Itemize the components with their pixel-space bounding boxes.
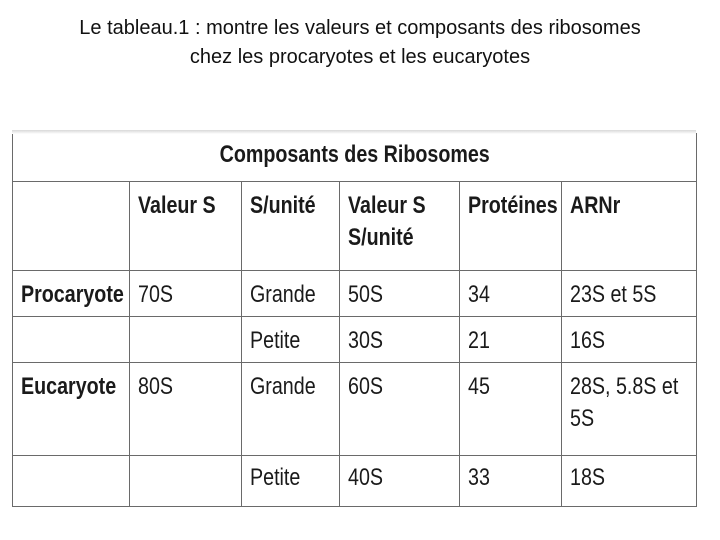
eucaryote-label: Eucaryote [13,363,130,456]
cell-arnr: 16S [562,317,697,363]
table-header-row [13,182,697,271]
cell-valeur: 40S [340,456,460,507]
header-arnr: ARNr [562,182,697,271]
cell-arnr: 18S [562,456,697,507]
cell-empty [13,456,130,507]
header-valeur-s: Valeur S [130,182,242,271]
header-valeur-s-unite: Valeur S S/unité [340,182,460,271]
eucaryote-valeur-s: 80S [130,363,242,456]
cell-unite: Grande [242,363,340,456]
table-caption [13,133,697,182]
cell-unite: Petite [242,456,340,507]
table-row [13,271,697,317]
cell-empty [130,317,242,363]
header-empty [13,182,130,271]
table-row [13,317,697,363]
cell-empty [130,456,242,507]
table-row [13,456,697,507]
cell-proteines: 21 [460,317,562,363]
procaryote-label: Procaryote [13,271,130,317]
header-proteines: Protéines [460,182,562,271]
cell-valeur: 30S [340,317,460,363]
cell-valeur: 50S [340,271,460,317]
cell-arnr: 23S et 5S [562,271,697,317]
table-caption-row [13,133,697,182]
slide-title [0,14,720,72]
cell-proteines: 45 [460,363,562,456]
cell-valeur: 60S [340,363,460,456]
procaryote-valeur-s: 70S [130,271,242,317]
ribosome-table [12,133,697,507]
cell-unite: Grande [242,271,340,317]
table-caption-text: Composants des Ribosomes [219,141,490,168]
cell-proteines: 34 [460,271,562,317]
cell-empty [13,317,130,363]
ribosome-table-image [12,133,696,493]
cell-proteines: 33 [460,456,562,507]
header-s-unite: S/unité [242,182,340,271]
table-row [13,363,697,456]
title-line-2: chez les procaryotes et les eucaryotes [189,46,531,68]
cell-unite: Petite [242,317,340,363]
title-line-1: Le tableau.1 : montre les valeurs et composants des ribosomes [79,17,641,39]
cell-arnr: 28S, 5.8S et 5S [562,363,697,456]
